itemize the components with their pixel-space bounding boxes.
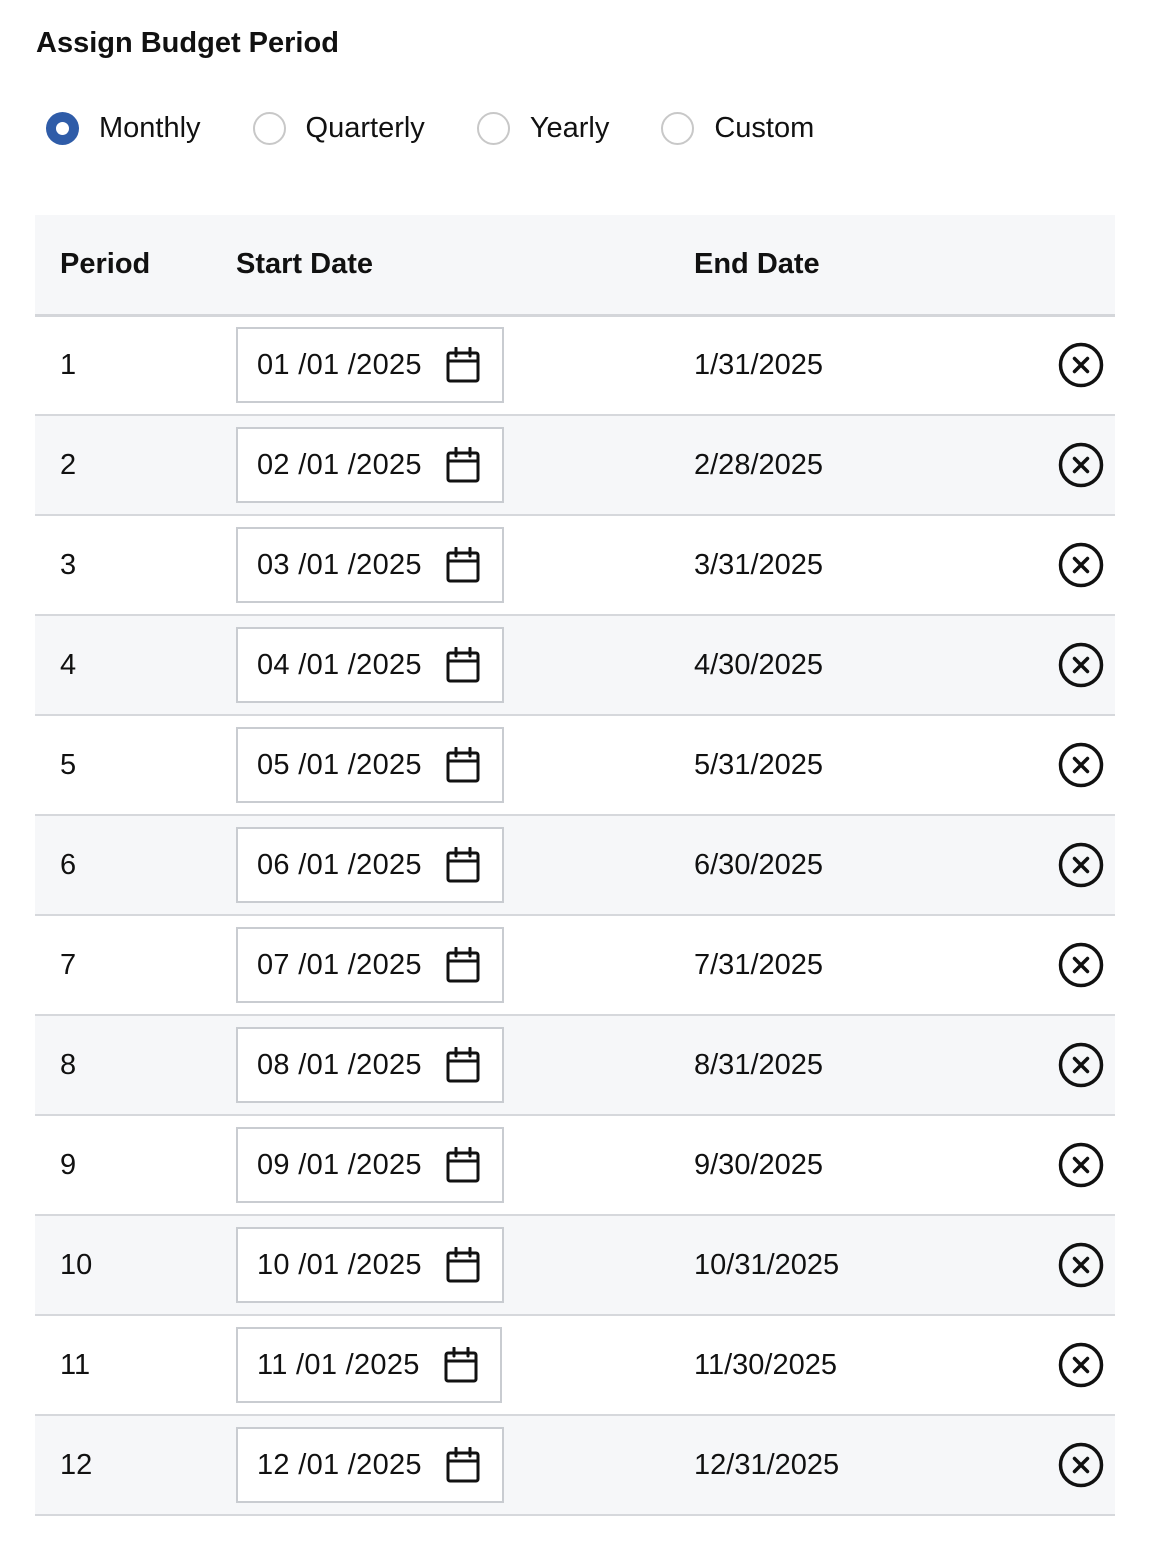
end-date-value: 10/31/2025 bbox=[694, 1215, 974, 1315]
row-actions-cell bbox=[974, 1315, 1115, 1415]
radio-button[interactable] bbox=[253, 112, 286, 145]
start-date-cell bbox=[236, 1115, 694, 1215]
row-actions-cell bbox=[974, 1415, 1115, 1515]
calendar-icon[interactable] bbox=[446, 547, 480, 583]
end-date-value: 1/31/2025 bbox=[694, 315, 974, 415]
table-row bbox=[35, 1315, 1115, 1415]
table-row bbox=[35, 1015, 1115, 1115]
table-row bbox=[35, 615, 1115, 715]
period-number: 1 bbox=[35, 315, 236, 415]
start-date-input[interactable] bbox=[236, 927, 504, 1003]
start-date-input[interactable] bbox=[236, 1127, 504, 1203]
start-date-cell bbox=[236, 415, 694, 515]
calendar-icon[interactable] bbox=[444, 1347, 478, 1383]
start-date-cell bbox=[236, 1015, 694, 1115]
start-date-input[interactable] bbox=[236, 427, 504, 503]
radio-label: Quarterly bbox=[305, 112, 425, 144]
period-number: 5 bbox=[35, 715, 236, 815]
column-header-start-date: Start Date bbox=[236, 215, 694, 315]
start-date-value: 09 /01 /2025 bbox=[257, 1148, 422, 1181]
radio-button[interactable] bbox=[477, 112, 510, 145]
calendar-icon[interactable] bbox=[446, 647, 480, 683]
radio-option-custom[interactable] bbox=[661, 111, 814, 145]
table-row bbox=[35, 815, 1115, 915]
remove-row-button[interactable] bbox=[1058, 642, 1104, 688]
start-date-cell bbox=[236, 715, 694, 815]
calendar-icon[interactable] bbox=[446, 847, 480, 883]
remove-row-button[interactable] bbox=[1058, 442, 1104, 488]
remove-row-button[interactable] bbox=[1058, 1342, 1104, 1388]
remove-row-button[interactable] bbox=[1058, 342, 1104, 388]
start-date-cell bbox=[236, 1215, 694, 1315]
start-date-value: 12 /01 /2025 bbox=[257, 1448, 422, 1481]
table-row bbox=[35, 515, 1115, 615]
remove-row-button[interactable] bbox=[1058, 1042, 1104, 1088]
end-date-value: 12/31/2025 bbox=[694, 1415, 974, 1515]
start-date-cell bbox=[236, 315, 694, 415]
period-number: 7 bbox=[35, 915, 236, 1015]
remove-row-button[interactable] bbox=[1058, 742, 1104, 788]
start-date-input[interactable] bbox=[236, 1027, 504, 1103]
calendar-icon[interactable] bbox=[446, 747, 480, 783]
column-header-period: Period bbox=[35, 215, 236, 315]
radio-label: Yearly bbox=[529, 112, 610, 144]
start-date-cell bbox=[236, 915, 694, 1015]
remove-row-button[interactable] bbox=[1058, 1442, 1104, 1488]
start-date-cell bbox=[236, 815, 694, 915]
calendar-icon[interactable] bbox=[446, 1247, 480, 1283]
table-row bbox=[35, 915, 1115, 1015]
calendar-icon[interactable] bbox=[446, 447, 480, 483]
row-actions-cell bbox=[974, 915, 1115, 1015]
start-date-value: 05 /01 /2025 bbox=[257, 748, 422, 781]
row-actions-cell bbox=[974, 615, 1115, 715]
period-number: 3 bbox=[35, 515, 236, 615]
period-number: 6 bbox=[35, 815, 236, 915]
table-body bbox=[35, 315, 1115, 1515]
start-date-value: 01 /01 /2025 bbox=[257, 348, 422, 381]
start-date-value: 11 /01 /2025 bbox=[257, 1348, 420, 1381]
end-date-value: 11/30/2025 bbox=[694, 1315, 974, 1415]
end-date-value: 6/30/2025 bbox=[694, 815, 974, 915]
period-number: 4 bbox=[35, 615, 236, 715]
radio-option-yearly[interactable] bbox=[477, 111, 610, 145]
remove-row-button[interactable] bbox=[1058, 842, 1104, 888]
end-date-value: 8/31/2025 bbox=[694, 1015, 974, 1115]
radio-button[interactable] bbox=[46, 112, 79, 145]
start-date-input[interactable] bbox=[236, 1427, 504, 1503]
column-header-actions bbox=[974, 215, 1115, 315]
row-actions-cell bbox=[974, 1015, 1115, 1115]
end-date-value: 2/28/2025 bbox=[694, 415, 974, 515]
end-date-value: 4/30/2025 bbox=[694, 615, 974, 715]
calendar-icon[interactable] bbox=[446, 347, 480, 383]
table-row bbox=[35, 1115, 1115, 1215]
row-actions-cell bbox=[974, 315, 1115, 415]
row-actions-cell bbox=[974, 515, 1115, 615]
table-row bbox=[35, 315, 1115, 415]
period-number: 2 bbox=[35, 415, 236, 515]
remove-row-button[interactable] bbox=[1058, 1242, 1104, 1288]
row-actions-cell bbox=[974, 715, 1115, 815]
calendar-icon[interactable] bbox=[446, 1147, 480, 1183]
end-date-value: 7/31/2025 bbox=[694, 915, 974, 1015]
budget-periods-table bbox=[35, 215, 1115, 1516]
table-row bbox=[35, 715, 1115, 815]
table-row bbox=[35, 415, 1115, 515]
start-date-value: 02 /01 /2025 bbox=[257, 448, 422, 481]
start-date-input[interactable] bbox=[236, 727, 504, 803]
end-date-value: 9/30/2025 bbox=[694, 1115, 974, 1215]
start-date-value: 10 /01 /2025 bbox=[257, 1248, 422, 1281]
column-header-end-date: End Date bbox=[694, 215, 974, 315]
start-date-value: 07 /01 /2025 bbox=[257, 948, 422, 981]
radio-label: Custom bbox=[714, 112, 815, 144]
period-number: 9 bbox=[35, 1115, 236, 1215]
period-number: 12 bbox=[35, 1415, 236, 1515]
start-date-input[interactable] bbox=[236, 527, 504, 603]
calendar-icon[interactable] bbox=[446, 1047, 480, 1083]
start-date-input[interactable] bbox=[236, 327, 504, 403]
row-actions-cell bbox=[974, 815, 1115, 915]
start-date-cell bbox=[236, 1315, 694, 1415]
radio-option-quarterly[interactable] bbox=[253, 111, 425, 145]
period-number: 11 bbox=[35, 1315, 236, 1415]
calendar-icon[interactable] bbox=[446, 947, 480, 983]
period-number: 8 bbox=[35, 1015, 236, 1115]
table-row bbox=[35, 1415, 1115, 1515]
calendar-icon[interactable] bbox=[446, 1447, 480, 1483]
table-header-row bbox=[35, 215, 1115, 315]
radio-option-monthly[interactable] bbox=[46, 111, 201, 145]
table-row bbox=[35, 1215, 1115, 1315]
remove-row-button[interactable] bbox=[1058, 1142, 1104, 1188]
start-date-input[interactable] bbox=[236, 1327, 502, 1403]
remove-row-button[interactable] bbox=[1058, 542, 1104, 588]
radio-button[interactable] bbox=[661, 112, 694, 145]
start-date-value: 08 /01 /2025 bbox=[257, 1048, 422, 1081]
row-actions-cell bbox=[974, 415, 1115, 515]
period-type-radio-group bbox=[46, 108, 814, 148]
radio-label: Monthly bbox=[99, 112, 201, 144]
end-date-value: 5/31/2025 bbox=[694, 715, 974, 815]
row-actions-cell bbox=[974, 1215, 1115, 1315]
end-date-value: 3/31/2025 bbox=[694, 515, 974, 615]
start-date-input[interactable] bbox=[236, 827, 504, 903]
start-date-cell bbox=[236, 1415, 694, 1515]
start-date-value: 04 /01 /2025 bbox=[257, 648, 422, 681]
start-date-cell bbox=[236, 515, 694, 615]
start-date-value: 03 /01 /2025 bbox=[257, 548, 422, 581]
start-date-input[interactable] bbox=[236, 627, 504, 703]
page-title: Assign Budget Period bbox=[36, 27, 339, 59]
start-date-cell bbox=[236, 615, 694, 715]
remove-row-button[interactable] bbox=[1058, 942, 1104, 988]
start-date-input[interactable] bbox=[236, 1227, 504, 1303]
period-number: 10 bbox=[35, 1215, 236, 1315]
start-date-value: 06 /01 /2025 bbox=[257, 848, 422, 881]
row-actions-cell bbox=[974, 1115, 1115, 1215]
